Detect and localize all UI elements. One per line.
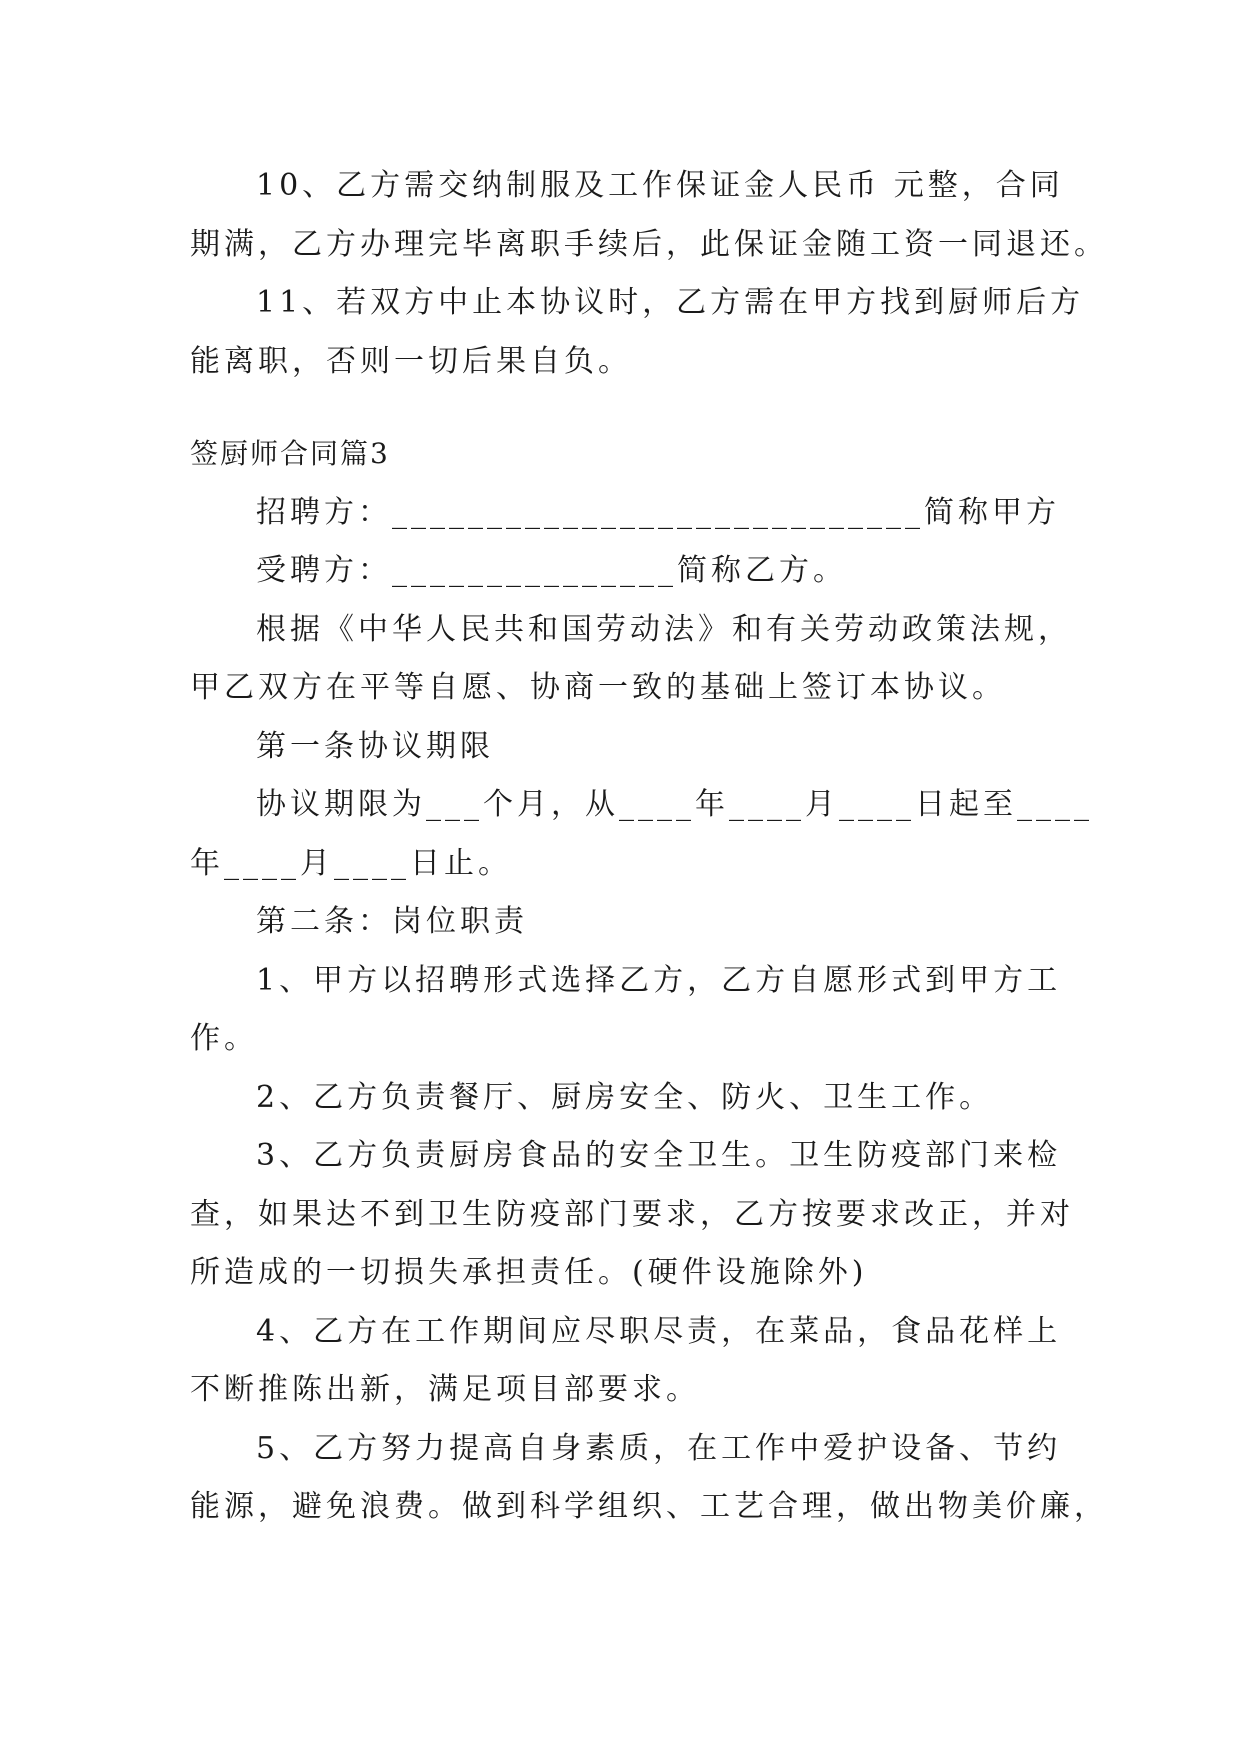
item-4-line-1: 4、乙方在工作期间应尽职尽责，在菜品，食品花样上 bbox=[256, 1313, 1062, 1349]
basis-line-2: 甲乙双方在平等自愿、协商一致的基础上签订本协议。 bbox=[190, 670, 1006, 705]
clause-11-line-1: 11、若双方中止本协议时，乙方需在甲方找到厨师后方 bbox=[256, 285, 1085, 320]
clause-10-line-1: 10、乙方需交纳制服及工作保证金人民币 元整，合同 bbox=[256, 168, 1064, 203]
section-title: 签厨师合同篇3 bbox=[190, 437, 390, 470]
item-4-line-2: 不断推陈出新，满足项目部要求。 bbox=[190, 1372, 700, 1407]
document-body bbox=[190, 157, 1108, 1537]
article-1-term-line-2: 年____月____日止。 bbox=[190, 845, 512, 881]
article-2-title: 第二条：岗位职责 bbox=[256, 904, 528, 939]
article-1-title: 第一条协议期限 bbox=[256, 728, 494, 764]
clause-10-line-2: 期满，乙方办理完毕离职手续后，此保证金随工资一同退还。 bbox=[190, 226, 1108, 262]
item-3-line-2: 查，如果达不到卫生防疫部门要求，乙方按要求改正，并对 bbox=[190, 1196, 1074, 1232]
item-3-line-3: 所造成的一切损失承担责任。(硬件设施除外) bbox=[190, 1255, 868, 1290]
item-2-line-1: 2、乙方负责餐厅、厨房安全、防火、卫生工作。 bbox=[256, 1079, 994, 1115]
employer-line: 招聘方：____________________________简称甲方 bbox=[256, 494, 1060, 530]
item-1-line-1: 1、甲方以招聘形式选择乙方，乙方自愿形式到甲方工 bbox=[256, 962, 1062, 998]
article-1-term-line-1: 协议期限为___个月，从____年____月____日起至____ bbox=[256, 787, 1093, 822]
clause-11-line-2: 能离职，否则一切后果自负。 bbox=[190, 343, 632, 379]
employee-line: 受聘方：_______________简称乙方。 bbox=[256, 553, 847, 588]
item-1-line-2: 作。 bbox=[190, 1021, 258, 1056]
item-5-line-1: 5、乙方努力提高自身素质，在工作中爱护设备、节约 bbox=[256, 1430, 1062, 1466]
item-5-line-2: 能源，避免浪费。做到科学组织、工艺合理，做出物美价廉， bbox=[190, 1489, 1108, 1524]
item-3-line-1: 3、乙方负责厨房食品的安全卫生。卫生防疫部门来检 bbox=[256, 1138, 1062, 1173]
spacer bbox=[190, 391, 1060, 425]
basis-line-1: 根据《中华人民共和国劳动法》和有关劳动政策法规， bbox=[256, 611, 1072, 647]
